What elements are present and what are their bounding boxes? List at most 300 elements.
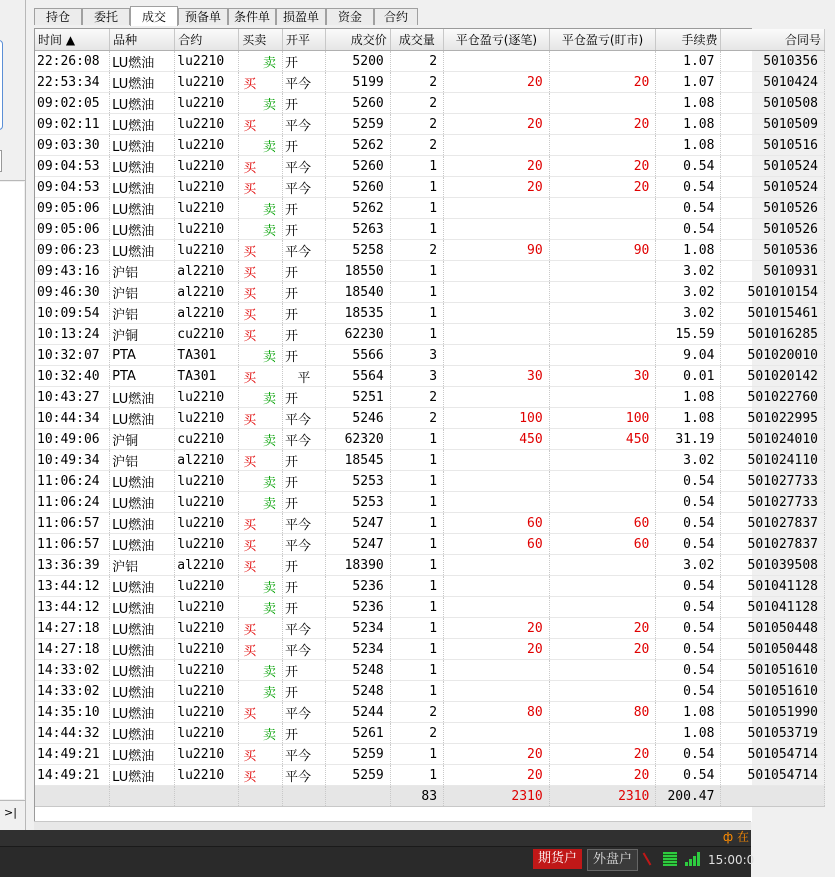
cell-pnl-trade bbox=[444, 555, 550, 576]
cell-order-no: 501027733 bbox=[721, 471, 825, 492]
cell-pnl-mtm bbox=[549, 492, 656, 513]
cell-fee: 0.54 bbox=[656, 534, 721, 555]
table-row[interactable] bbox=[35, 681, 825, 702]
status-bar bbox=[0, 830, 755, 877]
cell-time: 11:06:24 bbox=[35, 492, 110, 513]
cell-pnl-mtm bbox=[549, 282, 656, 303]
cell-pnl-trade: 30 bbox=[444, 366, 550, 387]
cell-product: LU燃油 bbox=[110, 765, 175, 786]
cell-pnl-trade: 20 bbox=[444, 765, 550, 786]
table-row[interactable] bbox=[35, 135, 825, 156]
cell-time: 09:05:06 bbox=[35, 219, 110, 240]
cell-fee: 0.54 bbox=[656, 681, 721, 702]
cell-open-close: 开 bbox=[282, 387, 325, 408]
cell-contract: TA301 bbox=[175, 345, 239, 366]
table-row[interactable] bbox=[35, 261, 825, 282]
cell-contract: cu2210 bbox=[175, 429, 239, 450]
cell-side: 买 bbox=[239, 702, 283, 723]
cell-open-close: 开 bbox=[282, 450, 325, 471]
cell-time: 14:44:32 bbox=[35, 723, 110, 744]
cell-price: 5234 bbox=[325, 618, 390, 639]
tab-4[interactable]: 条件单 bbox=[228, 8, 276, 25]
cell-pnl-mtm bbox=[549, 555, 656, 576]
cell-pnl-mtm: 60 bbox=[549, 534, 656, 555]
cell-pnl-trade: 450 bbox=[444, 429, 550, 450]
cell-fee: 1.08 bbox=[656, 387, 721, 408]
cell-qty: 1 bbox=[390, 576, 443, 597]
cell-order-no: 501010154 bbox=[721, 282, 825, 303]
left-panel-field[interactable] bbox=[0, 150, 2, 172]
tab-2[interactable]: 成交 bbox=[130, 6, 178, 26]
table-row[interactable] bbox=[35, 366, 825, 387]
cell-product: LU燃油 bbox=[110, 723, 175, 744]
cell-time: 10:49:34 bbox=[35, 450, 110, 471]
cell-qty: 2 bbox=[390, 114, 443, 135]
table-row[interactable] bbox=[35, 429, 825, 450]
cell-order-no: 501022760 bbox=[721, 387, 825, 408]
tab-6[interactable]: 资金 bbox=[326, 8, 374, 25]
cell-order-no: 501027837 bbox=[721, 534, 825, 555]
cell-contract: lu2210 bbox=[175, 723, 239, 744]
tab-7[interactable]: 合约 bbox=[374, 8, 418, 25]
table-row[interactable] bbox=[35, 639, 825, 660]
cell-open-close: 平今 bbox=[282, 513, 325, 534]
table-row[interactable] bbox=[35, 324, 825, 345]
cell-open-close: 平今 bbox=[282, 429, 325, 450]
cell-pnl-trade bbox=[444, 576, 550, 597]
cell-time: 13:36:39 bbox=[35, 555, 110, 576]
cell-time: 10:13:24 bbox=[35, 324, 110, 345]
tab-3[interactable]: 预备单 bbox=[178, 8, 228, 25]
cell-time: 22:26:08 bbox=[35, 51, 110, 72]
col-side-header[interactable]: 买卖 bbox=[239, 29, 283, 51]
cell-side: 买 bbox=[239, 534, 283, 555]
cell-product: 沪铜 bbox=[110, 324, 175, 345]
cell-order-no: 5010524 bbox=[721, 177, 825, 198]
cell-order-no: 501053719 bbox=[721, 723, 825, 744]
cell-open-close: 平今 bbox=[282, 177, 325, 198]
cell-order-no: 501024110 bbox=[721, 450, 825, 471]
cell-time: 09:04:53 bbox=[35, 177, 110, 198]
cell-contract: al2210 bbox=[175, 303, 239, 324]
cell-pnl-trade: 20 bbox=[444, 639, 550, 660]
cell-pnl-mtm: 450 bbox=[549, 429, 656, 450]
cell-fee: 0.54 bbox=[656, 513, 721, 534]
cell-fee: 3.02 bbox=[656, 261, 721, 282]
table-row[interactable] bbox=[35, 198, 825, 219]
cell-order-no: 501041128 bbox=[721, 597, 825, 618]
cell-price: 5251 bbox=[325, 387, 390, 408]
cell-product: LU燃油 bbox=[110, 408, 175, 429]
cell-time: 11:06:57 bbox=[35, 513, 110, 534]
table-row[interactable] bbox=[35, 513, 825, 534]
cell-product: LU燃油 bbox=[110, 93, 175, 114]
cell-pnl-trade bbox=[444, 681, 550, 702]
cell-side: 买 bbox=[239, 324, 283, 345]
cell-pnl-trade bbox=[444, 324, 550, 345]
cell-qty: 2 bbox=[390, 723, 443, 744]
cell-contract: al2210 bbox=[175, 450, 239, 471]
cell-time: 09:46:30 bbox=[35, 282, 110, 303]
cell-price: 5234 bbox=[325, 639, 390, 660]
cell-side: 买 bbox=[239, 303, 283, 324]
cell-price: 5248 bbox=[325, 660, 390, 681]
cell-qty: 1 bbox=[390, 303, 443, 324]
left-panel-list bbox=[0, 182, 24, 799]
cell-qty: 3 bbox=[390, 345, 443, 366]
cell-pnl-mtm: 20 bbox=[549, 765, 656, 786]
cell-side: 买 bbox=[239, 555, 283, 576]
cell-order-no: 501041128 bbox=[721, 576, 825, 597]
cell-open-close: 平今 bbox=[282, 702, 325, 723]
cell-qty: 1 bbox=[390, 282, 443, 303]
cell-qty: 3 bbox=[390, 366, 443, 387]
cell-price: 18550 bbox=[325, 261, 390, 282]
col-product-header[interactable]: 品种 bbox=[110, 29, 175, 51]
cell-fee: 1.08 bbox=[656, 723, 721, 744]
cell-product: 沪铝 bbox=[110, 303, 175, 324]
cell-order-no: 501051610 bbox=[721, 681, 825, 702]
cell-fee: 1.08 bbox=[656, 408, 721, 429]
cell-qty: 2 bbox=[390, 93, 443, 114]
table-row[interactable] bbox=[35, 597, 825, 618]
cell-open-close: 开 bbox=[282, 681, 325, 702]
cell-fee: 0.54 bbox=[656, 744, 721, 765]
table-row[interactable] bbox=[35, 744, 825, 765]
cell-time: 09:05:06 bbox=[35, 198, 110, 219]
cell-qty: 1 bbox=[390, 681, 443, 702]
table-row[interactable] bbox=[35, 345, 825, 366]
cell-order-no: 501022995 bbox=[721, 408, 825, 429]
table-row[interactable] bbox=[35, 51, 825, 72]
cell-qty: 1 bbox=[390, 639, 443, 660]
table-row[interactable] bbox=[35, 282, 825, 303]
tab-5[interactable]: 损盈单 bbox=[276, 8, 326, 25]
cell-pnl-trade: 20 bbox=[444, 177, 550, 198]
cell-product: LU燃油 bbox=[110, 702, 175, 723]
cell-contract: lu2210 bbox=[175, 135, 239, 156]
cell-pnl-trade bbox=[444, 51, 550, 72]
cell-pnl-mtm bbox=[549, 324, 656, 345]
cell-time: 11:06:57 bbox=[35, 534, 110, 555]
cell-product: LU燃油 bbox=[110, 534, 175, 555]
grid-icon[interactable] bbox=[663, 852, 677, 866]
trades-grid bbox=[34, 28, 821, 822]
cell-pnl-trade bbox=[444, 450, 550, 471]
cell-side: 买 bbox=[239, 639, 283, 660]
cell-open-close: 平今 bbox=[282, 240, 325, 261]
cell-open-close: 开 bbox=[282, 597, 325, 618]
cell-fee: 3.02 bbox=[656, 303, 721, 324]
cell-pnl-mtm bbox=[549, 471, 656, 492]
cell-pnl-trade bbox=[444, 492, 550, 513]
cell-qty: 2 bbox=[390, 240, 443, 261]
cell-contract: lu2210 bbox=[175, 177, 239, 198]
cell-side: 卖 bbox=[239, 576, 283, 597]
cell-fee: 1.08 bbox=[656, 114, 721, 135]
cell-qty: 1 bbox=[390, 492, 443, 513]
cell-contract: al2210 bbox=[175, 282, 239, 303]
table-row[interactable] bbox=[35, 387, 825, 408]
cell-time: 13:44:12 bbox=[35, 597, 110, 618]
cell-side: 卖 bbox=[239, 597, 283, 618]
cell-time: 10:44:34 bbox=[35, 408, 110, 429]
cell-price: 5253 bbox=[325, 492, 390, 513]
cell-side: 买 bbox=[239, 744, 283, 765]
cell-product: LU燃油 bbox=[110, 639, 175, 660]
cell-side: 卖 bbox=[239, 135, 283, 156]
cell-contract: lu2210 bbox=[175, 156, 239, 177]
col-pnl-mtm-header[interactable]: 平仓盈亏(盯市) bbox=[549, 29, 656, 51]
cell-fee: 1.07 bbox=[656, 51, 721, 72]
cell-price: 5259 bbox=[325, 744, 390, 765]
cell-side: 买 bbox=[239, 156, 283, 177]
cell-empty bbox=[721, 786, 825, 807]
table-row[interactable] bbox=[35, 618, 825, 639]
cell-product: LU燃油 bbox=[110, 576, 175, 597]
cell-open-close: 开 bbox=[282, 261, 325, 282]
cell-pnl-mtm bbox=[549, 198, 656, 219]
cell-fee: 0.01 bbox=[656, 366, 721, 387]
cell-order-no: 501054714 bbox=[721, 765, 825, 786]
cell-order-no: 501015461 bbox=[721, 303, 825, 324]
cell-pnl-trade bbox=[444, 219, 550, 240]
cell-price: 18540 bbox=[325, 282, 390, 303]
col-contract-header[interactable]: 合约 bbox=[175, 29, 239, 51]
col-order-no-header[interactable]: 合同号 bbox=[721, 29, 825, 51]
cell-qty: 1 bbox=[390, 597, 443, 618]
table-row[interactable] bbox=[35, 450, 825, 471]
cell-pnl-mtm bbox=[549, 723, 656, 744]
cell-qty: 1 bbox=[390, 471, 443, 492]
cell-time: 14:35:10 bbox=[35, 702, 110, 723]
cell-fee: 0.54 bbox=[656, 660, 721, 681]
cell-open-close: 平 bbox=[282, 366, 325, 387]
cell-side: 卖 bbox=[239, 219, 283, 240]
cell-fee: 0.54 bbox=[656, 156, 721, 177]
table-row[interactable] bbox=[35, 765, 825, 786]
cell-side: 卖 bbox=[239, 660, 283, 681]
cell-empty bbox=[175, 786, 239, 807]
table-row[interactable] bbox=[35, 72, 825, 93]
cell-qty: 1 bbox=[390, 765, 443, 786]
table-row[interactable] bbox=[35, 534, 825, 555]
cell-open-close: 开 bbox=[282, 471, 325, 492]
cell-qty: 2 bbox=[390, 135, 443, 156]
cell-fee: 1.08 bbox=[656, 702, 721, 723]
col-qty-header[interactable]: 成交量 bbox=[390, 29, 443, 51]
last-page-icon[interactable]: >| bbox=[4, 806, 17, 819]
cell-pnl-mtm: 20 bbox=[549, 114, 656, 135]
total-fee: 200.47 bbox=[656, 786, 721, 807]
total-qty: 83 bbox=[390, 786, 443, 807]
totals-row bbox=[35, 786, 825, 807]
cell-price: 62320 bbox=[325, 429, 390, 450]
cell-fee: 1.08 bbox=[656, 135, 721, 156]
cell-product: LU燃油 bbox=[110, 72, 175, 93]
table-row[interactable] bbox=[35, 219, 825, 240]
cell-pnl-trade: 20 bbox=[444, 114, 550, 135]
cell-product: LU燃油 bbox=[110, 177, 175, 198]
cell-contract: lu2210 bbox=[175, 219, 239, 240]
cell-pnl-mtm: 20 bbox=[549, 618, 656, 639]
cell-qty: 1 bbox=[390, 156, 443, 177]
cell-time: 10:09:54 bbox=[35, 303, 110, 324]
cell-side: 买 bbox=[239, 114, 283, 135]
cell-contract: lu2210 bbox=[175, 387, 239, 408]
cell-product: LU燃油 bbox=[110, 387, 175, 408]
cell-order-no: 5010526 bbox=[721, 198, 825, 219]
cell-open-close: 开 bbox=[282, 492, 325, 513]
cell-open-close: 开 bbox=[282, 198, 325, 219]
cell-price: 62230 bbox=[325, 324, 390, 345]
table-row[interactable] bbox=[35, 240, 825, 261]
cell-qty: 2 bbox=[390, 72, 443, 93]
cell-order-no: 5010524 bbox=[721, 156, 825, 177]
table-row[interactable] bbox=[35, 177, 825, 198]
cell-price: 5260 bbox=[325, 93, 390, 114]
cell-side: 买 bbox=[239, 408, 283, 429]
cell-price: 18545 bbox=[325, 450, 390, 471]
cell-pnl-mtm: 20 bbox=[549, 72, 656, 93]
cell-contract: lu2210 bbox=[175, 93, 239, 114]
col-fee-header[interactable]: 手续费 bbox=[656, 29, 721, 51]
cell-open-close: 平今 bbox=[282, 156, 325, 177]
cell-product: 沪铝 bbox=[110, 261, 175, 282]
cell-product: LU燃油 bbox=[110, 660, 175, 681]
cell-fee: 1.07 bbox=[656, 72, 721, 93]
cell-open-close: 开 bbox=[282, 555, 325, 576]
cell-open-close: 平今 bbox=[282, 114, 325, 135]
col-pnl-trade-header[interactable]: 平仓盈亏(逐笔) bbox=[444, 29, 550, 51]
cell-price: 5200 bbox=[325, 51, 390, 72]
cell-price: 5248 bbox=[325, 681, 390, 702]
cell-open-close: 开 bbox=[282, 303, 325, 324]
cell-product: LU燃油 bbox=[110, 219, 175, 240]
cell-time: 14:49:21 bbox=[35, 765, 110, 786]
cell-order-no: 501039508 bbox=[721, 555, 825, 576]
cell-open-close: 平今 bbox=[282, 618, 325, 639]
table-row[interactable] bbox=[35, 576, 825, 597]
cell-pnl-mtm: 20 bbox=[549, 744, 656, 765]
cell-open-close: 开 bbox=[282, 219, 325, 240]
cell-side: 买 bbox=[239, 450, 283, 471]
cell-side: 买 bbox=[239, 282, 283, 303]
cell-product: LU燃油 bbox=[110, 681, 175, 702]
foreign-account-button[interactable]: 外盘户 bbox=[587, 849, 638, 871]
cell-fee: 0.54 bbox=[656, 177, 721, 198]
table-row[interactable] bbox=[35, 303, 825, 324]
col-time-header[interactable]: 时间 ▲ bbox=[35, 29, 110, 51]
cell-contract: TA301 bbox=[175, 366, 239, 387]
cell-pnl-mtm bbox=[549, 597, 656, 618]
cell-fee: 1.08 bbox=[656, 93, 721, 114]
cell-price: 5253 bbox=[325, 471, 390, 492]
slash-icon bbox=[643, 852, 652, 865]
cell-empty bbox=[35, 786, 110, 807]
cell-price: 18390 bbox=[325, 555, 390, 576]
cell-order-no: 501024010 bbox=[721, 429, 825, 450]
cell-open-close: 平今 bbox=[282, 408, 325, 429]
cell-side: 买 bbox=[239, 177, 283, 198]
cell-contract: lu2210 bbox=[175, 702, 239, 723]
left-panel-widget[interactable] bbox=[0, 40, 3, 130]
cell-empty bbox=[239, 786, 283, 807]
table-row[interactable] bbox=[35, 471, 825, 492]
cell-contract: lu2210 bbox=[175, 72, 239, 93]
table-row[interactable] bbox=[35, 555, 825, 576]
cell-product: LU燃油 bbox=[110, 51, 175, 72]
cell-contract: lu2210 bbox=[175, 240, 239, 261]
cell-product: 沪铜 bbox=[110, 429, 175, 450]
cell-contract: lu2210 bbox=[175, 765, 239, 786]
table-row[interactable] bbox=[35, 723, 825, 744]
cell-side: 卖 bbox=[239, 93, 283, 114]
table-row[interactable] bbox=[35, 492, 825, 513]
cell-pnl-trade: 80 bbox=[444, 702, 550, 723]
cell-pnl-trade bbox=[444, 597, 550, 618]
cell-fee: 0.54 bbox=[656, 576, 721, 597]
cell-product: LU燃油 bbox=[110, 618, 175, 639]
table-row[interactable] bbox=[35, 408, 825, 429]
cell-pnl-trade: 20 bbox=[444, 744, 550, 765]
cell-time: 13:44:12 bbox=[35, 576, 110, 597]
status-time: 15:00:0 bbox=[708, 853, 755, 867]
col-open-close-header[interactable]: 开平 bbox=[282, 29, 325, 51]
cell-open-close: 平今 bbox=[282, 72, 325, 93]
cell-price: 5263 bbox=[325, 219, 390, 240]
table-row[interactable] bbox=[35, 702, 825, 723]
cell-pnl-trade bbox=[444, 345, 550, 366]
cell-time: 14:33:02 bbox=[35, 660, 110, 681]
futures-account-button[interactable]: 期货户 bbox=[533, 849, 582, 869]
cell-open-close: 开 bbox=[282, 93, 325, 114]
cell-contract: lu2210 bbox=[175, 618, 239, 639]
cell-order-no: 501016285 bbox=[721, 324, 825, 345]
cell-fee: 3.02 bbox=[656, 555, 721, 576]
table-row[interactable] bbox=[35, 156, 825, 177]
cell-time: 11:06:24 bbox=[35, 471, 110, 492]
cell-side: 买 bbox=[239, 765, 283, 786]
cell-time: 09:02:05 bbox=[35, 93, 110, 114]
cell-order-no: 5010536 bbox=[721, 240, 825, 261]
cell-qty: 2 bbox=[390, 51, 443, 72]
cell-product: 沪铝 bbox=[110, 450, 175, 471]
table-row[interactable] bbox=[35, 660, 825, 681]
cell-contract: lu2210 bbox=[175, 492, 239, 513]
cell-contract: lu2210 bbox=[175, 408, 239, 429]
cell-pnl-trade bbox=[444, 660, 550, 681]
tab-0[interactable]: 持仓 bbox=[34, 8, 82, 25]
cell-product: PTA bbox=[110, 345, 175, 366]
panel-splitter[interactable] bbox=[26, 0, 33, 830]
cell-price: 5246 bbox=[325, 408, 390, 429]
col-price-header[interactable]: 成交价 bbox=[325, 29, 390, 51]
table-row[interactable] bbox=[35, 114, 825, 135]
table-header-row bbox=[35, 29, 825, 51]
cell-qty: 1 bbox=[390, 198, 443, 219]
cell-contract: lu2210 bbox=[175, 471, 239, 492]
cell-product: LU燃油 bbox=[110, 597, 175, 618]
cell-side: 卖 bbox=[239, 198, 283, 219]
cell-product: LU燃油 bbox=[110, 198, 175, 219]
divider bbox=[0, 180, 25, 181]
cell-pnl-mtm bbox=[549, 345, 656, 366]
cell-contract: lu2210 bbox=[175, 51, 239, 72]
cell-product: LU燃油 bbox=[110, 471, 175, 492]
tab-1[interactable]: 委托 bbox=[82, 8, 130, 25]
table-row[interactable] bbox=[35, 93, 825, 114]
